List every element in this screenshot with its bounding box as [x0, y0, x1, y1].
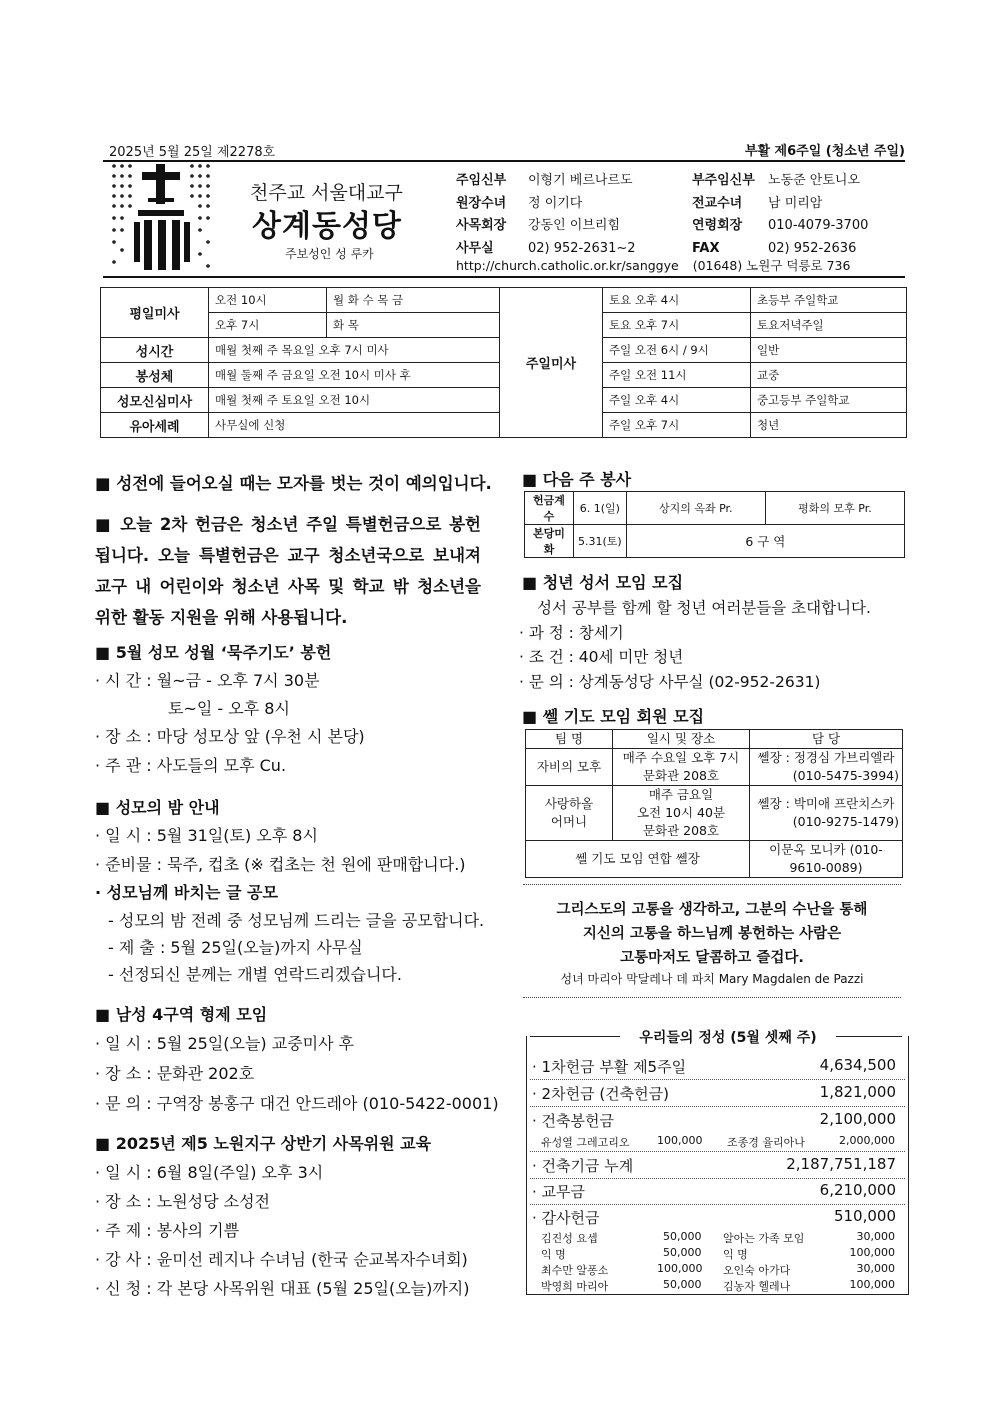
edu-title: ■ 2025년 제5 노원지구 상반기 사목위원 교육: [95, 1134, 432, 1153]
edu-line: · 일 시 : 6월 8일(주일) 오후 3시: [95, 1163, 324, 1182]
sunday-group: 중고등부 주일학교: [751, 388, 907, 413]
donor-name: 최수만 알퐁소: [541, 1264, 609, 1277]
divider: [523, 997, 901, 998]
sunday-time: 주일 오후 7시: [603, 413, 751, 438]
donor-amount: 50,000: [663, 1230, 702, 1243]
homepage-link[interactable]: http://church.catholic.or.kr/sanggye: [456, 258, 679, 273]
cell-leader: 쎌장 : 정경심 가브리엘라: [757, 750, 895, 765]
service-group: 상지의 옥좌 Pr.: [626, 492, 765, 525]
donor-name: 알아는 가족 모임: [723, 1232, 805, 1245]
staff-value: 이형기 베르나르도: [528, 173, 633, 188]
schedule-label: 성모신심미사: [101, 388, 209, 413]
schedule-label: 봉성체: [101, 363, 209, 388]
sunday-group: 토요저녁주일: [751, 313, 907, 338]
patron-saint: 주보성인 성 루카: [285, 247, 374, 261]
schedule-value: 매월 첫째 주 토요일 오전 10시: [209, 388, 500, 413]
weekday-days: 화 목: [327, 313, 500, 338]
edu-line: · 장 소 : 노원성당 소성전: [95, 1192, 271, 1211]
offering-row: [532, 1207, 896, 1228]
cell-foot-value: 이문옥 모니카 (010-9610-0089): [750, 841, 903, 878]
rosary-title: ■ 5월 성모 성월 ‘묵주기도’ 봉헌: [95, 643, 332, 662]
sunday-time: 토요 오후 4시: [603, 288, 751, 313]
donor-name: 오인숙 아가다: [723, 1264, 791, 1277]
night-line: · 일 시 : 5월 31일(토) 오후 8시: [95, 826, 318, 845]
sunday-group: 청년: [751, 413, 907, 438]
cell-phone: (010-5475-3994): [792, 768, 899, 783]
donor-amount: 30,000: [856, 1230, 895, 1243]
donor-name: 익 명: [541, 1248, 566, 1261]
staff-value: 02) 952-2636: [768, 240, 857, 256]
donor-name: 유성열 그레고리오: [541, 1136, 630, 1149]
bible-title: ■ 청년 성서 모임 모집: [522, 573, 684, 592]
letter-line: - 제 출 : 5월 25일(오늘)까지 사무실: [108, 938, 363, 957]
sunday-group: 일반: [751, 338, 907, 363]
donor-amount: 50,000: [663, 1246, 702, 1259]
weekday-mass-label: 평일미사: [101, 288, 209, 338]
service-title: ■ 다음 주 봉사: [522, 470, 632, 489]
donor-amount: 2,000,000: [839, 1134, 895, 1147]
edu-line: · 주 제 : 봉사의 기쁨: [95, 1221, 240, 1240]
schedule-value: 사무실에 신청: [209, 413, 500, 438]
offering-row: [532, 1083, 896, 1104]
cell-when: 매주 수요일 오후 7시: [622, 750, 740, 765]
staff-label: 전교수녀: [692, 195, 743, 211]
offering-amount: 6,210,000: [819, 1181, 896, 1199]
men-title: ■ 남성 4구역 형제 모임: [95, 1005, 268, 1024]
issue-bar: [103, 140, 905, 162]
schedule-value: 매월 둘째 주 금요일 오전 10시 미사 후: [209, 363, 500, 388]
rosary-line: · 시 간 : 월~금 - 오후 7시 30분: [95, 671, 320, 690]
cell-where: 문화관 208호: [642, 768, 720, 783]
quote-author: 성녀 마리아 막달레나 데 파치 Mary Magdalen de Pazzi: [560, 972, 864, 986]
cell-head: 팀 명: [526, 730, 613, 749]
cell-where: 문화관 208호: [642, 823, 720, 838]
weekday-days: 월 화 수 목 금: [327, 288, 500, 313]
issue-date: 2025년 5월 25일 제2278호: [109, 145, 276, 160]
staff-label: FAX: [692, 240, 720, 256]
offering-label: · 교무금: [532, 1183, 586, 1201]
cell-team: 사랑하올: [544, 796, 594, 811]
donor-name: 박영희 마리아: [541, 1280, 609, 1293]
header-divider: [103, 276, 905, 278]
donor-amount: 100,000: [657, 1262, 703, 1275]
bible-line: 성서 공부를 함께 할 청년 여러분들을 초대합니다.: [537, 599, 871, 617]
service-label: 헌금계수: [525, 492, 574, 525]
weekday-time: 오후 7시: [209, 313, 327, 338]
archdiocese-name: 천주교 서울대교구: [250, 182, 403, 204]
offering-label: · 감사헌금: [532, 1209, 600, 1227]
service-label: 본당미화: [525, 525, 574, 558]
mass-schedule-table: [100, 287, 907, 438]
cell-when: 매주 금요일: [648, 787, 714, 802]
letter-title: · 성모님께 바치는 글 공모: [95, 883, 278, 902]
donor-amount: 100,000: [657, 1134, 703, 1147]
sunday-time: 주일 오후 4시: [603, 388, 751, 413]
rosary-line: · 주 관 : 사도들의 모후 Cu.: [95, 756, 287, 775]
sunday-group: 초등부 주일학교: [751, 288, 907, 313]
letter-line: - 선정되신 분께는 개별 연락드리겠습니다.: [108, 965, 402, 984]
quote-line: 고통마저도 달콤하고 즐겁다.: [620, 950, 804, 966]
offering-amount: 510,000: [833, 1207, 896, 1225]
service-table: [524, 491, 905, 558]
sunday-group: 교중: [751, 363, 907, 388]
cell-phone: (010-9275-1479): [792, 814, 899, 829]
sunday-time: 주일 오전 6시 / 9시: [603, 338, 751, 363]
offering-box: [526, 1036, 909, 1295]
bible-line: · 과 정 : 창세기: [519, 624, 624, 642]
rosary-line: 토~일 - 오후 8시: [168, 699, 290, 718]
offering-row: [532, 1110, 896, 1131]
staff-list-2: [692, 170, 868, 260]
cell-foot-label: 쎌 기도 모임 연합 쎌장: [526, 841, 750, 878]
offering-row: [532, 1181, 896, 1202]
divider: [523, 884, 901, 885]
offering-label: · 건축기금 누계: [532, 1157, 634, 1175]
sunday-mass-label: 주일미사: [500, 288, 603, 438]
weekday-time: 오전 10시: [209, 288, 327, 313]
edu-line: · 강 사 : 윤미선 레지나 수녀님 (한국 순교복자수녀회): [95, 1250, 468, 1269]
bible-line: · 문 의 : 상계동성당 사무실 (02-952-2631): [519, 673, 821, 691]
staff-label: 부주임신부: [692, 173, 755, 188]
staff-label: 사목회장: [456, 218, 507, 233]
cell-title: ■ 쎌 기도 모임 회원 모집: [522, 707, 705, 726]
hat-notice: ■ 성전에 들어오실 때는 모자를 벗는 것이 예의입니다.: [95, 474, 492, 493]
cell-team: 어머니: [550, 814, 588, 829]
service-date: 6. 1(일): [574, 492, 627, 525]
rosary-line: · 장 소 : 마당 성모상 앞 (우천 시 본당): [95, 727, 365, 746]
cell-team: 자비의 모후: [526, 749, 613, 786]
schedule-label: 유아세례: [101, 413, 209, 438]
staff-value: 010-4079-3700: [768, 218, 869, 233]
schedule-label: 성시간: [101, 338, 209, 363]
staff-label: 원장수녀: [456, 195, 507, 211]
letter-line: - 성모의 밤 전례 중 성모님께 드리는 글을 공모합니다.: [108, 911, 485, 930]
quote: [523, 898, 901, 970]
offering-label: · 1차헌금 부활 제5주일: [532, 1058, 687, 1076]
offering-label: · 2차헌금 (건축헌금): [532, 1085, 669, 1103]
staff-value: 남 미리암: [768, 195, 823, 211]
men-line: · 장 소 : 문화관 202호: [95, 1064, 255, 1083]
second-collection-notice: ■ 오늘 2차 헌금은 청소년 주일 특별헌금으로 봉헌됩니다. 오늘 특별헌금은 교구 청소년국으로 보내져 교구 내 어린이와 청소년 사목 및 학교 밖 청소년을 위한 활동 지원을 위해 사용됩니다.: [95, 515, 481, 627]
staff-label: 연령회장: [692, 218, 743, 233]
sunday-time: 주일 오전 11시: [603, 363, 751, 388]
staff-label: 사무실: [456, 240, 494, 256]
sunday-title: 부활 제6주일 (청소년 주일): [744, 144, 905, 159]
parish-logo-icon: [108, 162, 218, 272]
staff-list: [456, 170, 636, 260]
offering-title: 우리들의 정성 (5월 셋째 주): [620, 1027, 836, 1047]
address: (01648) 노원구 덕릉로 736: [692, 258, 851, 273]
donor-name: 김농자 헬레나: [723, 1280, 791, 1293]
donor-name: 조종경 율리아나: [727, 1136, 805, 1149]
service-date: 5.31(토): [574, 525, 627, 558]
offering-amount: 1,821,000: [819, 1083, 896, 1101]
sunday-time: 토요 오후 7시: [603, 313, 751, 338]
parish-name: 상계동성당: [252, 209, 402, 244]
edu-line: · 신 청 : 각 본당 사목위원 대표 (5월 25일(오늘)까지): [95, 1279, 470, 1298]
homepage-line: [456, 256, 850, 274]
quote-line: 그리스도의 고통을 생각하고, 그분의 수난을 통해: [556, 902, 868, 918]
cell-when: 오전 10시 40분: [636, 805, 726, 820]
offering-amount: 4,634,500: [819, 1056, 896, 1074]
offering-row: [532, 1056, 896, 1077]
staff-value: 02) 952-2631~2: [528, 240, 636, 256]
donor-name: 익 명: [723, 1248, 748, 1261]
schedule-value: 매월 첫째 주 목요일 오후 7시 미사: [209, 338, 500, 363]
donor-amount: 50,000: [663, 1278, 702, 1291]
offering-row: [532, 1155, 896, 1176]
staff-value: 강동인 이브리힘: [528, 218, 621, 233]
staff-value: 정 이기다: [528, 195, 583, 211]
night-line: · 준비물 : 묵주, 컵초 (※ 컵초는 천 원에 판매합니다.): [95, 855, 466, 874]
donor-name: 김진성 요셉: [541, 1232, 598, 1245]
service-group: 6 구 역: [626, 525, 904, 558]
night-title: ■ 성모의 밤 안내: [95, 798, 220, 817]
staff-label: 주임신부: [456, 173, 507, 188]
cell-head: 담 당: [750, 730, 903, 749]
donor-amount: 100,000: [849, 1246, 895, 1259]
donor-amount: 100,000: [849, 1278, 895, 1291]
cell-table: [525, 729, 903, 878]
men-line: · 문 의 : 구역장 봉홍구 대건 안드레아 (010-5422-0001): [95, 1094, 499, 1113]
staff-value: 노동준 안토니오: [768, 173, 861, 188]
offering-amount: 2,187,751,187: [786, 1155, 896, 1173]
cell-leader: 쎌장 : 박미애 프란치스카: [757, 796, 895, 811]
quote-line: 지신의 고통을 하느님께 봉헌하는 사람은: [582, 926, 842, 942]
cell-head: 일시 및 장소: [613, 730, 750, 749]
service-group: 평화의 모후 Pr.: [765, 492, 904, 525]
offering-label: · 건축봉헌금: [532, 1112, 614, 1130]
men-line: · 일 시 : 5월 25일(오늘) 교중미사 후: [95, 1034, 355, 1053]
donor-amount: 30,000: [856, 1262, 895, 1275]
offering-amount: 2,100,000: [819, 1110, 896, 1128]
bible-line: · 조 건 : 40세 미만 청년: [519, 648, 684, 666]
